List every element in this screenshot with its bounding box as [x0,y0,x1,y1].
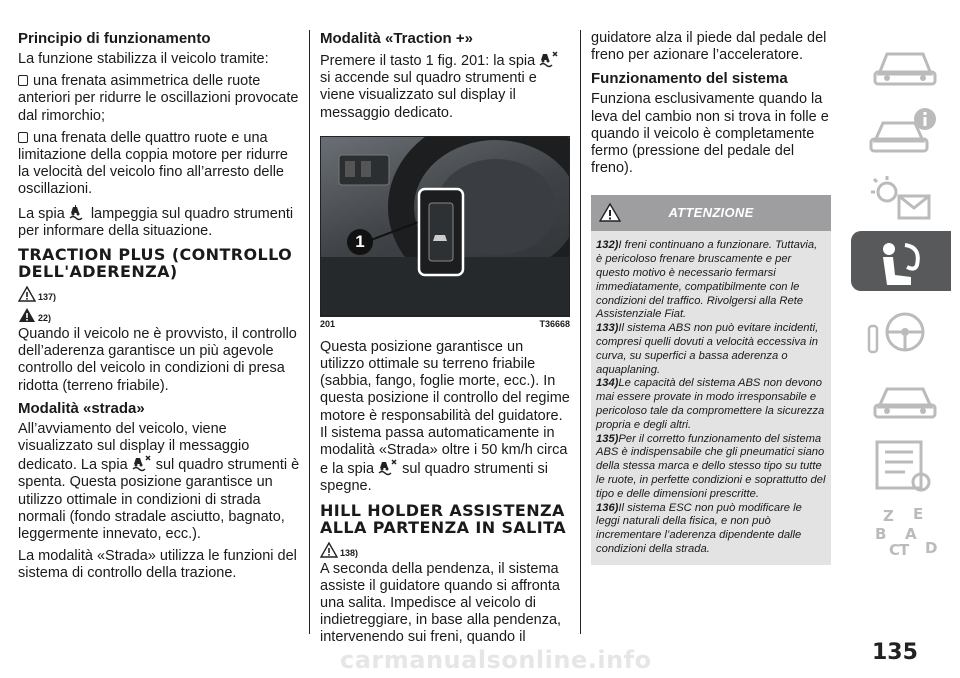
warning-title: ATTENZIONE [668,205,754,221]
column-divider [309,30,310,634]
warning-item [596,322,826,377]
bullet-icon [18,75,28,86]
left-column [18,30,301,588]
figure-callout-badge: 1 [347,229,373,255]
heading-funzionamento: Funzionamento del sistema [591,70,788,88]
warning-text: Il sistema ESC non può modificare le leggi naturali della fisica, e non può incrementare l’aderenza dipendente dalle condizioni della strada. [596,501,802,555]
warning-triangle-icon [18,286,36,302]
warning-number: 136) [596,501,619,514]
bullet-text: una frenata asimmetrica delle ruote anteriori per ridurre le oscillazioni provocate dal rimorchio; [18,73,299,124]
airbag-seat-icon [865,237,945,293]
warning-ref-138 [320,540,570,558]
text-run: La spia [18,205,65,222]
warning-number: 132) [596,239,619,252]
text-run: sul quadro strumenti è spenta. Questa posizione garantisce un utilizzo ottimale in condizioni di strada normali (fondo stradale asciutto, bagnato, leggermente innevato, ecc.). [18,457,300,543]
paragraph-funzionamento: Funziona esclusivamente quando la leva del cambio non si trova in folle e quando il veicolo è completamente fermo (pressione del pedale del freno). [591,91,829,177]
heading-traction-plus: TRACTION PLUS (CONTROLLO DELL'ADERENZA) [18,245,293,282]
warning-item [596,502,826,557]
sidebar-tab-car-info[interactable] [851,97,951,157]
sidebar-tab-car-front[interactable] [851,30,951,90]
index-letter: A [905,525,917,543]
warning-item [596,377,826,432]
sidebar-tab-key-steering[interactable] [851,298,951,358]
warning-number: 133) [596,322,619,335]
warning-ref-137 [18,284,301,302]
heading-strada: Modalità «strada» [18,399,145,417]
index-letter: E [913,505,924,523]
bullet-icon [18,132,28,143]
warning-number: 135) [596,432,619,445]
sidebar-tab-warning-lights[interactable] [851,164,951,224]
paragraph-continuation: guidatore alza il piede dal pedale del freno per azionare l’acceleratore. [591,30,827,64]
index-letter: Z [883,507,894,525]
index-letters-icon [865,505,945,561]
bullet-item-1 [18,73,301,125]
key-steering-icon [865,304,945,360]
note-ref-22 [18,305,301,323]
paragraph-modalita: La modalità «Strada» utilizza le funzioni del sistema di controllo della trazione. [18,548,297,582]
checklist-icon [865,438,945,494]
chapter-index-sidebar [851,30,951,566]
car-service-icon [865,371,945,427]
sidebar-tab-index-letters[interactable] [851,499,951,559]
middle-column [320,30,570,652]
warning-box-body [591,231,831,564]
index-letter: C [889,541,901,559]
text-run: All’avviamento del veicolo, viene visualizzato sul display il messaggio dedicato. La spia [18,420,250,474]
paragraph-intro: La funzione stabilizza il veicolo tramite: [18,51,269,67]
warning-item [596,239,826,322]
figure-code: T36668 [539,318,570,329]
text-run: Questa posizione garantisce un utilizzo ottimale su terreno friabile (sabbia, fango, foglie morte, ecc.). In questa posizione il controllo del regime motore è responsabilità del guidatore. Il sistema passa automaticamente in modalità «Strada» oltre i 50 km/h circa e la spia [320,338,570,478]
sidebar-tab-car-service[interactable] [851,365,951,425]
car-info-icon [865,103,945,159]
sidebar-tab-airbag-seat[interactable] [851,231,951,291]
paragraph-questa [320,339,570,496]
warning-text: Le capacità del sistema ABS non devono mai essere provate in modo irresponsabile e pericoloso tale da compromettere la sicurezza propria e degli altri. [596,377,825,431]
paragraph-spia [18,204,301,240]
index-letter: D [925,539,938,557]
text-run: Premere il tasto 1 fig. 201: la spia [320,53,536,69]
paragraph-premere [320,51,570,122]
warning-lights-icon [865,170,945,226]
traction-off-icon [378,459,398,476]
bullet-item-2 [18,130,301,199]
paragraph-seconda: A seconda della pendenza, il sistema assiste il guidatore quando si affronta una salita. Impedisce al veicolo di indietreggiare, in base alla pendenza, intervenendo sui freni, quando il [320,560,562,646]
right-column [591,30,831,565]
ref-number: 137) [38,292,57,303]
ref-number: 138) [340,547,359,558]
warning-triangle-icon [320,542,338,558]
column-divider [580,30,581,634]
watermark-text: carmanualsonline.info [340,646,652,674]
index-letter: B [875,525,887,543]
text-run: lampeggia sul quadro strumenti per informare della situazione. [18,205,294,239]
ref-number: 22) [38,313,52,324]
figure-number: 201 [320,318,336,329]
warning-text: Il sistema ABS non può evitare incidenti, compresi quelli dovuti a velocità eccessiva in curva, su superfici a bassa aderenza o aquaplaning. [596,322,819,376]
traction-off-icon [539,51,559,68]
heading-hill-holder: HILL HOLDER ASSISTENZA ALLA PARTENZA IN SALITA [320,500,566,537]
car-front-icon [865,36,945,92]
paragraph-avviamento [18,421,301,543]
dashboard-illustration [321,137,569,315]
warning-box-header [591,195,831,231]
traction-warning-icon [69,204,87,221]
warning-text: I freni continuano a funzionare. Tuttavia, è pericoloso frenare bruscamente e per questo motivo è necessario fermarsi immediatamente, compatibilmente con le condizioni del traffico. Rivolgersi alla Rete Assistenziale Fiat. [596,239,818,321]
text-run: sul quadro strumenti si spegne. [320,461,548,495]
paragraph-quando: Quando il veicolo ne è provvisto, il controllo dell’aderenza garantisce un più agevole controllo del veicolo in condizioni di presa ridotta (terreno friabile). [18,326,297,394]
index-letter: T [899,541,910,559]
warning-text: Per il corretto funzionamento del sistema ABS è indispensabile che gli pneumatici siano della stessa marca e dello stesso tipo su tutte le ruote, in perfette condizioni e soprattutto del tipo e delle dimensioni prescritte. [596,432,826,500]
page-number: 135 [872,640,918,665]
bullet-text: una frenata delle quattro ruote e una limitazione della coppia motore per ridurre la velocità del veicolo fino all’arresto delle oscillazioni. [18,129,288,198]
text-run: si accende sul quadro strumenti e viene visualizzato sul display il messaggio dedicato. [320,70,537,121]
figure-dashboard-photo [320,136,570,316]
warning-item [596,433,826,502]
warning-number: 134) [596,377,619,390]
heading-principio: Principio di funzionamento [18,30,211,47]
traction-off-icon [132,455,152,472]
sidebar-tab-checklist[interactable] [851,432,951,492]
heading-traction-mode: Modalità «Traction +» [320,30,473,47]
caution-triangle-icon [18,307,36,323]
figure-caption [320,316,570,329]
